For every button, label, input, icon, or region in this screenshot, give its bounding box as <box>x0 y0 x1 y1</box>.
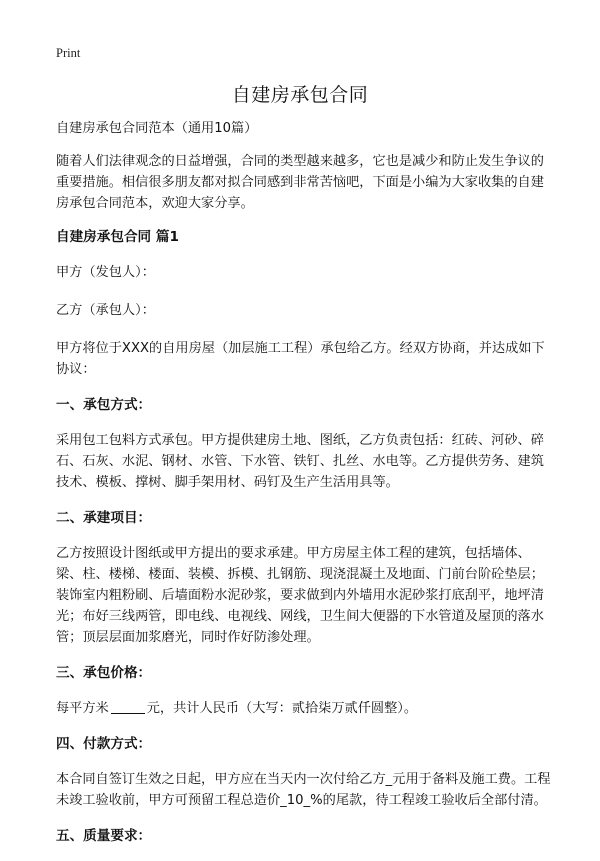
preamble-paragraph: 甲方将位于XXX的自用房屋（加层施工工程）承包给乙方。经双方协商，并达成如下协议： <box>56 341 545 377</box>
document-title: 自建房承包合同 <box>231 84 369 106</box>
section-text-project: 乙方按照设计图纸或甲方提出的要求承建。甲方房屋主体工程的建筑，包括墙体、梁、柱、楼梯、楼面、装模、拆模、扎钢筋、现浇混凝土及地面、门前台阶砼垫层；装饰室内粗粉刷、后墙面粉水泥砂浆，要求做到内外墙用水泥砂浆打底刮平，地坪清光；布好三线两管，即电线、电视线、网线，卫生间大便器的下水管道及屋顶的落水管；顶层层面加浆磨光，同时作好防渗处理。 <box>56 546 544 645</box>
section-text-contract-method: 采用包工包料方式承包。甲方提供建房土地、图纸，乙方负责包括：红砖、河砂、碎石、石灰、水泥、钢材、水管、下水管、铁钉、扎丝、水电等。乙方提供劳务、建筑技术、模板、撑树、脚手架用材、码钉及生产生活用具等。 <box>56 433 544 490</box>
article-heading: 自建房承包合同 篇1 <box>56 229 179 245</box>
party-b-field: 乙方（承包人）： <box>56 303 155 318</box>
section-heading-project: 二、承建项目： <box>56 510 152 526</box>
section-text-price <box>56 698 552 719</box>
section-heading-quality: 五、质量要求： <box>56 828 152 844</box>
section-heading-contract-method: 一、承包方式： <box>56 397 152 413</box>
section-heading-price: 三、承包价格： <box>56 665 152 681</box>
price-text-before: 每平方米 <box>56 701 109 716</box>
document-body <box>56 118 552 861</box>
document-subtitle: 自建房承包合同范本（通用10篇） <box>56 121 258 136</box>
section-heading-payment: 四、付款方式： <box>56 736 152 752</box>
print-link[interactable]: Print <box>56 46 81 60</box>
section-text-payment: 本合同自签订生效之日起，甲方应在当天内一次付给乙方_元用于备料及施工费。工程未竣工验收前，甲方可预留工程总造价_10_%的尾款，待工程竣工验收后全部付清。 <box>56 772 551 808</box>
intro-paragraph: 随着人们法律观念的日益增强，合同的类型越来越多，它也是减少和防止发生争议的重要措施。相信很多朋友都对拟合同感到非常苦恼吧，下面是小编为大家收集的自建房承包合同范本，欢迎大家分享。 <box>56 154 544 211</box>
party-a-field: 甲方（发包人）： <box>56 265 155 280</box>
price-blank <box>111 699 145 714</box>
price-text-after: 元，共计人民币（大写：贰拾柒万贰仟圆整）。 <box>146 701 418 716</box>
